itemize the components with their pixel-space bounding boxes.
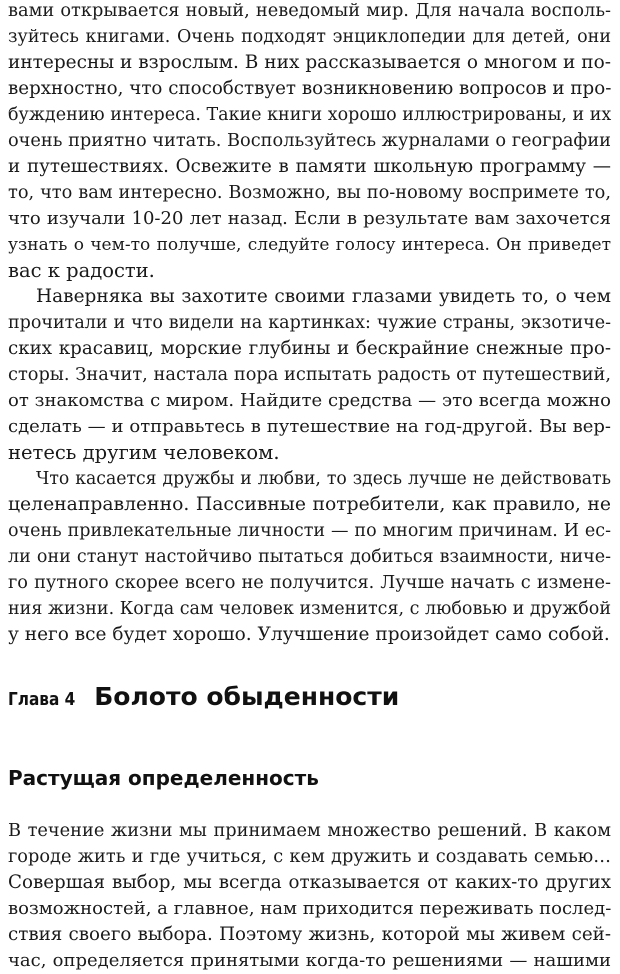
text-line: ния жизни. Когда сам человек изменится, с любовью и дружбой xyxy=(8,599,611,619)
chapter-title: Болото обыденности xyxy=(94,682,400,711)
text-line: узнать о чем-то получше, следуйте голосу интереса. Он приведет xyxy=(8,235,611,255)
text-line: вас к радости. xyxy=(8,259,155,282)
text-line: ствия своего выбора. Поэтому жизнь, которой мы живем сей- xyxy=(8,924,611,945)
section-heading: Растущая определенность xyxy=(8,766,319,790)
text-line: нетесь другим человеком. xyxy=(8,441,280,464)
text-line: городе жить и где учиться, с кем дружить и создавать семью… xyxy=(8,847,611,867)
text-line: час, определяется принятыми когда-то решениями — нашими xyxy=(8,950,611,971)
text-line: Что касается дружбы и любви, то здесь лучше не действовать xyxy=(36,469,611,489)
text-line: Совершая выбор, мы всегда отказывается от каких-то других xyxy=(8,872,611,893)
chapter-heading xyxy=(8,682,399,711)
text-line: и путешествиях. Освежите в памяти школьную программу — xyxy=(8,156,611,177)
text-line: зуйтесь книгами. Очень подходят энциклопедии для детей, они xyxy=(8,27,611,47)
text-line: вами открывается новый, неведомый мир. Для начала восполь- xyxy=(8,1,611,21)
text-line: ских красавиц, морские глубины и бескрайние снежные про- xyxy=(8,338,611,359)
text-line: возможностей, а главное, нам приходится переживать послед- xyxy=(8,898,612,919)
text-line: интересны и взрослым. В них рассказывается о многом и по- xyxy=(8,52,611,73)
text-line: го путного скорее всего не получится. Лучше начать с измене- xyxy=(8,573,611,593)
text-line: прочитали и что видели на картинках: чужие страны, экзотиче- xyxy=(8,313,611,333)
text-line: верхностно, что способствует возникновению вопросов и про- xyxy=(8,78,612,99)
text-line: сторы. Значит, настала пора испытать радость от путешествий, xyxy=(8,365,611,385)
text-line: ли они станут настойчиво пытаться добиться взаимности, ниче- xyxy=(8,547,611,567)
text-line: В течение жизни мы принимаем множество решений. В каком xyxy=(8,821,611,841)
chapter-number: Глава 4 xyxy=(8,689,76,710)
text-line: сделать — и отправьтесь в путешествие на год-другой. Вы вер- xyxy=(8,416,611,437)
text-line: от знакомства с миром. Найдите средства — это всегда можно xyxy=(8,390,611,411)
text-line: Наверняка вы захотите своими глазами увидеть то, о чем xyxy=(36,286,611,307)
text-line: очень приятно читать. Воспользуйтесь журналами о географии xyxy=(8,131,611,151)
text-line: у него все будет хорошо. Улучшение произойдет само собой. xyxy=(8,624,610,645)
text-line: то, что вам интересно. Возможно, вы по-новому воспримете то, xyxy=(8,183,611,203)
text-line: буждению интереса. Такие книги хорошо иллюстрированы, и их xyxy=(8,105,612,125)
text-line: что изучали 10-20 лет назад. Если в результате вам захочется xyxy=(8,208,611,229)
text-line: очень привлекательные личности — по многим причинам. И ес- xyxy=(8,521,611,541)
text-line: целенаправленно. Пассивные потребители, как правило, не xyxy=(8,494,611,515)
